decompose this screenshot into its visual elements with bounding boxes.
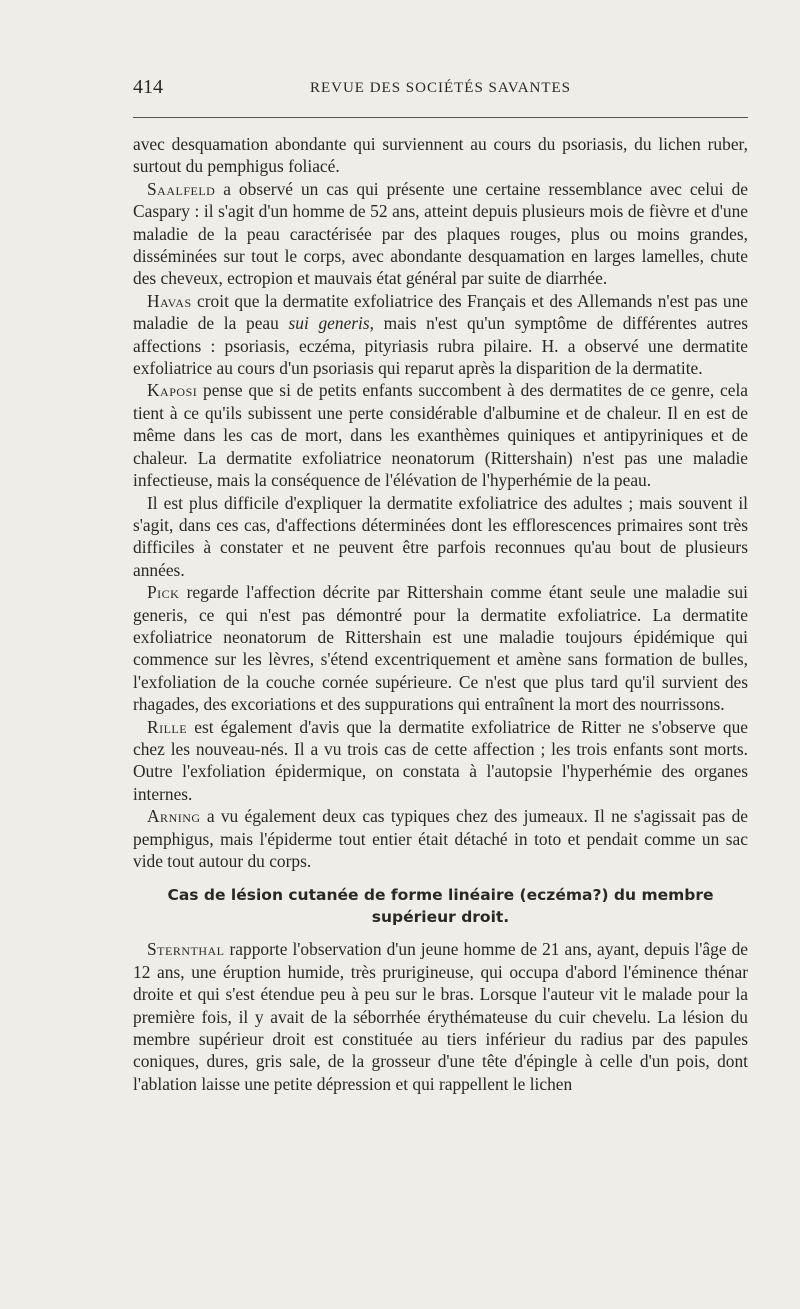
author-name: Saalfeld [147, 178, 216, 199]
author-name: Sternthal [147, 939, 225, 960]
paragraph-pick: Pick regarde l'affection décrite par Rittershain comme étant seule une maladie sui generis, ce qui n'est pas démontré pour la dermatite exfoliatrice. La dermatite exfoliatrice neonatorum de Rittershain est une maladie toujours épidémique qui commence sur les lèvres, s'étend excentriquement et amène sans formation de bulles, l'exfoliation de la couche cornée supérieure. Ce n'est que plus tard qu'il survient des rhagades, des excoriations et des suppurations qui entraînent la mort des nourrissons. [133, 582, 748, 715]
author-name: Arning [147, 806, 201, 827]
paragraph-kaposi: Kaposi pense que si de petits enfants succombent à des dermatites de ce genre, cela tient à ce qu'ils subissent une perte considérable d'albumine et de chaleur. Il en est de même dans les cas de mort, dans les exanthèmes quiniques et antipyriniques et de chaleur. La dermatite exfoliatrice neonatorum (Rittershain) n'est pas une maladie infectieuse, mais la conséquence de l'élévation de l'hyperhémie de la peau. [133, 380, 748, 491]
paragraph-saalfeld: Saalfeld a observé un cas qui présente une certaine ressemblance avec celui de Caspary : il s'agit d'un homme de 52 ans, atteint depuis plusieurs mois de fièvre et d'une maladie de la peau caractérisée par des plaques rouges, plus ou moins grandes, disséminées sur tout le corps, avec abondante desquamation en larges lamelles, chute des cheveux, ectropion et mauvais état général par suite de diarrhée. [133, 178, 748, 289]
author-name: Rille [147, 716, 188, 737]
paragraph-adults: Il est plus difficile d'expliquer la dermatite exfoliatrice des adultes ; mais souvent il s'agit, dans ces cas, d'affections déterminées dont les efflorescences primaires sont très difficiles à constater et ne peuvent être parfois reconnues qu'au bout de plusieurs années. [133, 492, 748, 580]
italic-term: sui generis [288, 313, 370, 334]
page-number: 414 [133, 76, 163, 98]
section-heading: Cas de lésion cutanée de forme linéaire (eczéma?) du membre supérieur droit. [167, 886, 714, 927]
paragraph-1: avec desquamation abondante qui surviennent au cours du psoriasis, du lichen ruber, surtout du pemphigus foliacé. [133, 134, 748, 177]
paragraph-havas: Havas croit que la dermatite exfoliatrice des Français et des Allemands n'est pas une maladie de la peau sui generis, mais n'est qu'un symptôme de différentes autres affections : psoriasis, eczéma, pityriasis rubra pilaire. H. a observé une dermatite exfoliatrice au cours d'un psoriasis qui reparut après la disparition de la dermatite. [133, 290, 748, 379]
header-rule [133, 117, 748, 118]
running-head [133, 76, 748, 104]
body-text [133, 133, 748, 1095]
author-name: Pick [147, 582, 180, 603]
journal-title: REVUE DES SOCIÉTÉS SAVANTES [309, 80, 572, 96]
paragraph-rille: Rille est également d'avis que la dermatite exfoliatrice de Ritter ne s'observe que chez les nouveau-nés. Il a vu trois cas de cette affection ; les trois enfants sont morts. Outre l'exfoliation épidermique, on constata à l'autopsie l'hyperhémie des organes internes. [133, 716, 748, 804]
author-name: Kaposi [147, 380, 198, 401]
author-name: Havas [147, 290, 192, 311]
paragraph-sternthal: Sternthal rapporte l'observation d'un jeune homme de 21 ans, ayant, depuis l'âge de 12 ans, une éruption humide, très prurigineuse, qui occupa d'abord l'éminence thénar droite et qui s'est étendue peu à peu sur le bras. Lorsque l'auteur vit le malade pour la première fois, il y avait de la séborrhée érythémateuse du cuir chevelu. La lésion du membre supérieur droit est constituée au tiers inférieur du radius par des papules coniques, dures, gris sale, de la grosseur d'une tête d'épingle à celle d'un pois, dont l'ablation laisse une petite dépression et qui rappellent le lichen [133, 939, 748, 1094]
paragraph-arning: Arning a vu également deux cas typiques chez des jumeaux. Il ne s'agissait pas de pemphigus, mais l'épiderme tout entier était détaché in toto et pendait comme un sac vide tout autour du corps. [133, 806, 748, 871]
